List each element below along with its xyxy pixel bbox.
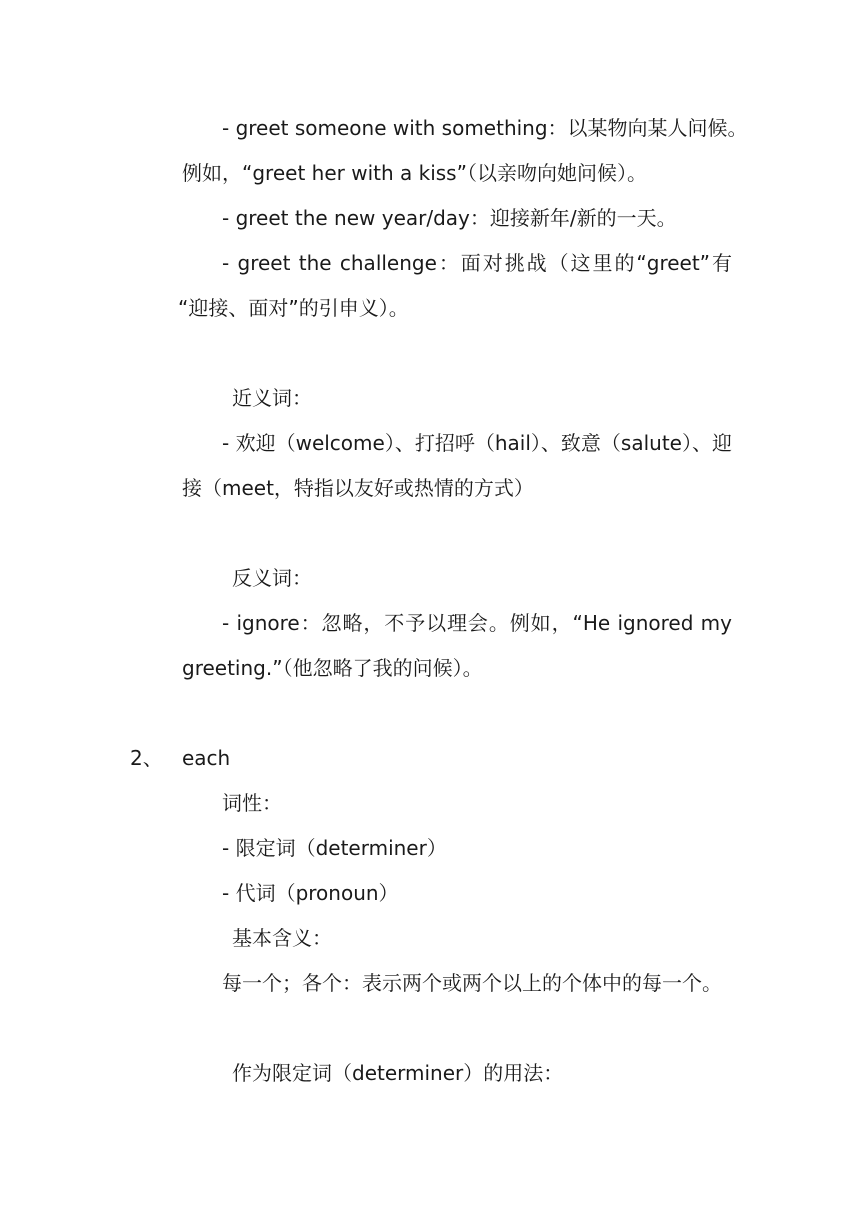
usage-line-greet-challenge-cont: “迎接、面对”的引申义）。 <box>178 296 409 320</box>
part-of-speech-pronoun: - 代词（pronoun） <box>222 881 399 905</box>
usage-line-greet-with-example: 例如，“greet her with a kiss”（以亲吻向她问候）。 <box>182 161 647 185</box>
synonyms-line-cont: 接（meet，特指以友好或热情的方式） <box>182 476 534 500</box>
antonyms-line-cont: greeting.”（他忽略了我的问候）。 <box>182 656 483 680</box>
determiner-usage-heading: 作为限定词（determiner）的用法： <box>232 1061 564 1085</box>
usage-line-greet-new-year: - greet the new year/day：迎接新年/新的一天。 <box>222 206 677 230</box>
basic-meaning-heading: 基本含义： <box>232 926 332 950</box>
synonyms-heading: 近义词： <box>232 386 312 410</box>
usage-line-greet-with: - greet someone with something：以某物向某人问候。 <box>222 116 748 140</box>
item-number: 2、 <box>130 746 163 770</box>
part-of-speech-heading: 词性： <box>222 791 282 815</box>
item-word: each <box>182 746 231 770</box>
synonyms-line: - 欢迎（welcome）、打招呼（hail）、致意（salute）、迎 <box>222 431 732 455</box>
part-of-speech-determiner: - 限定词（determiner） <box>222 836 447 860</box>
usage-line-greet-challenge: - greet the challenge：面对挑战（这里的“greet”有 <box>222 251 732 275</box>
basic-meaning-text: 每一个；各个：表示两个或两个以上的个体中的每一个。 <box>222 971 722 995</box>
antonyms-line: - ignore：忽略，不予以理会。例如，“He ignored my <box>222 611 732 635</box>
antonyms-heading: 反义词： <box>232 566 312 590</box>
